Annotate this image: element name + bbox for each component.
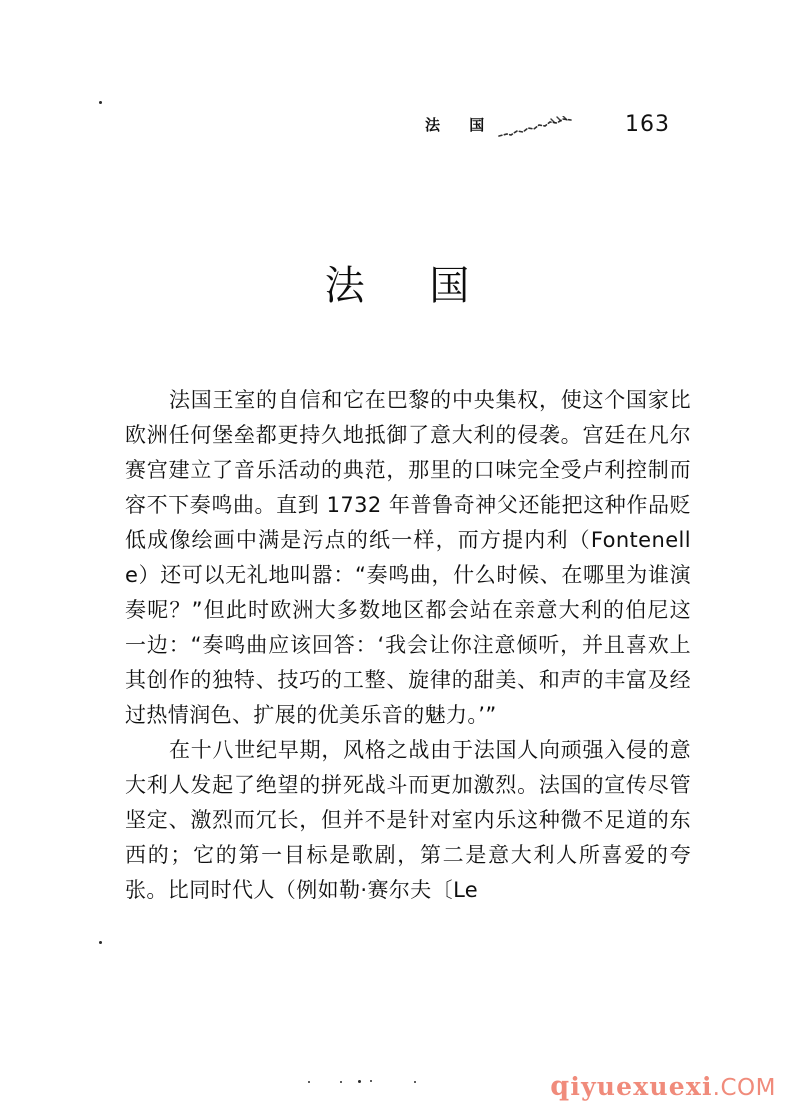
page-number: 163 <box>625 112 670 137</box>
speckle-bottom-e <box>414 1081 416 1083</box>
speckle-bottom-a <box>308 1081 310 1083</box>
running-header <box>125 112 690 146</box>
speckle-left-margin <box>99 941 102 944</box>
paragraph: 在十八世纪早期，风格之战由于法国人向顽强入侵的意大利人发起了绝望的拼死战斗而更加激烈。法国的宣传尽管坚定、激烈而冗长，但并不是针对室内乐这种微不足道的东西的；它的第一目标是歌剧，第二是意大利人所喜爱的夸张。比同时代人（例如勒·赛尔夫〔Le <box>125 738 691 902</box>
watermark-name: iyuexuexi <box>570 1072 713 1101</box>
site-watermark <box>550 1071 776 1102</box>
header-chapter-label: 法 国 <box>425 116 497 134</box>
pen-scribble-icon <box>497 116 577 140</box>
body-text-block <box>125 383 691 908</box>
paragraph: 法国王室的自信和它在巴黎的中央集权，使这个国家比欧洲任何堡垒都更持久地抵御了意大利的侵袭。宫廷在凡尔赛宫建立了音乐活动的典范，那里的口味完全受卢利控制而容不下奏鸣曲。直到 1732 年普鲁奇神父还能把这种作品贬低成像绘画中满是污点的纸一样，而方提内利（Fontenelle）还可以无礼地叫嚣：“奏鸣曲，什么时候、在哪里为谁演奏呢？”但此时欧洲大多数地区都会站在亲意大利的伯尼这一边：“奏鸣曲应该回答：‘我会让你注意倾听，并且喜欢上其创作的独特、技巧的工整、旋律的甜美、和声的丰富及经过热情润色、扩展的优美乐音的魅力。’” <box>125 388 691 727</box>
speckle-top-left <box>99 101 102 104</box>
speckle-bottom-b <box>340 1081 342 1083</box>
speckle-bottom-c <box>358 1080 361 1083</box>
page-title: 法 国 <box>324 263 496 309</box>
watermark-lead: q <box>550 1071 571 1102</box>
speckle-bottom-d <box>370 1080 372 1082</box>
watermark-tld: .COM <box>712 1075 776 1101</box>
